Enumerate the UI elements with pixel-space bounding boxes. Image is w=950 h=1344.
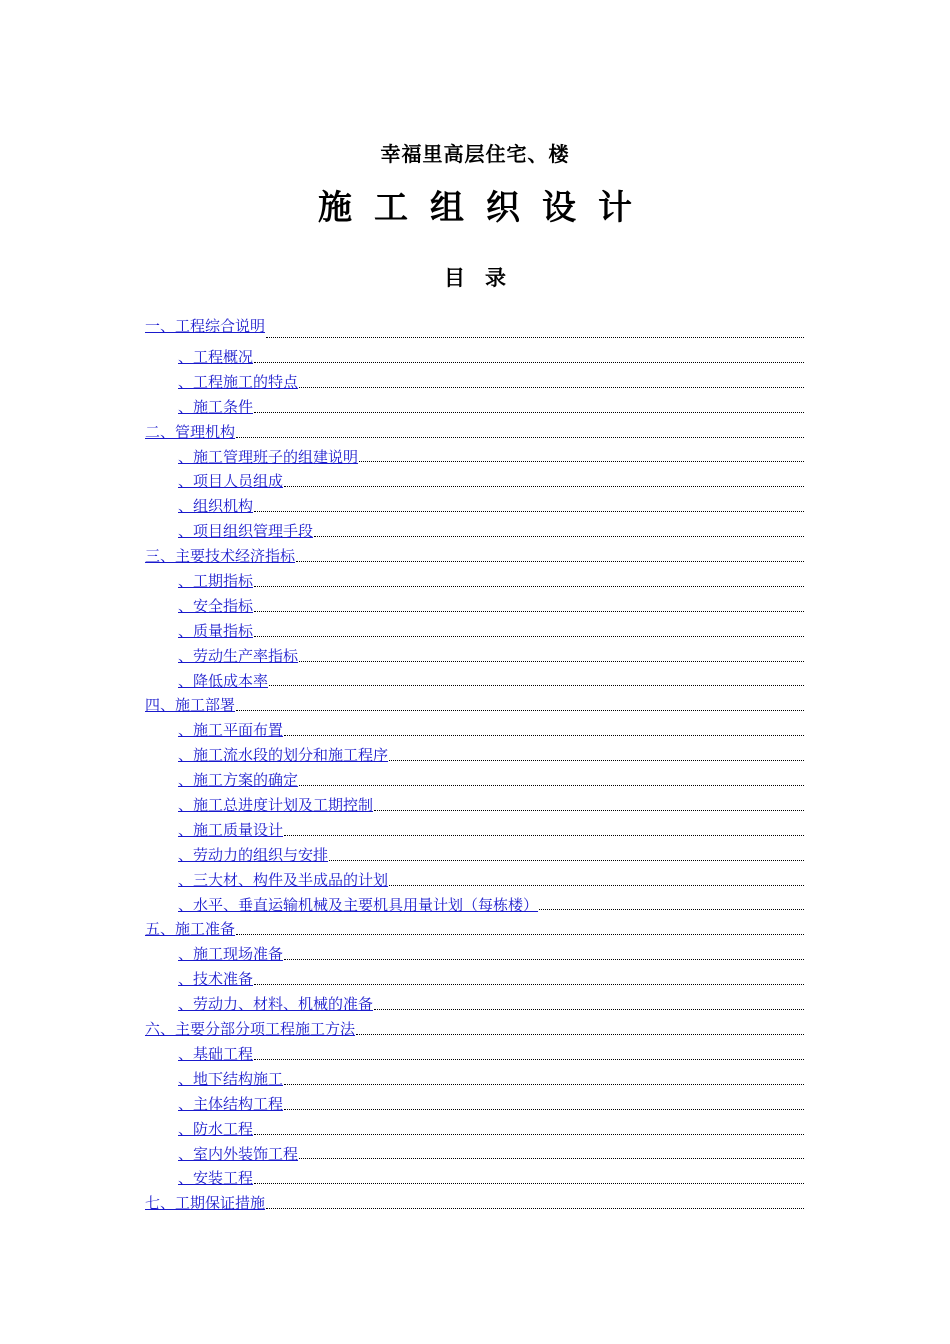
toc-subsection-entry[interactable]: [145, 1117, 804, 1142]
toc-dot-leader: [389, 884, 804, 886]
toc-entry-link[interactable]: 、施工质量设计: [178, 820, 284, 839]
toc-subsection-entry[interactable]: [145, 768, 804, 793]
document-subtitle: 幸福里高层住宅、楼: [380, 142, 570, 166]
toc-subsection-entry[interactable]: [145, 1042, 804, 1067]
toc-entry-link[interactable]: 、施工方案的确定: [178, 771, 299, 790]
toc-dot-leader: [236, 436, 804, 438]
toc-dot-leader: [254, 411, 804, 413]
toc-entry-link[interactable]: 五、施工准备: [145, 920, 236, 939]
toc-dot-leader: [254, 1182, 804, 1184]
toc-subsection-entry[interactable]: [145, 1166, 804, 1191]
toc-dot-leader: [236, 709, 804, 711]
toc-subsection-entry[interactable]: [145, 494, 804, 519]
toc-entry-link[interactable]: 、工期指标: [178, 572, 254, 591]
toc-dot-leader: [374, 809, 804, 811]
toc-entry-link[interactable]: 、水平、垂直运输机械及主要机具用量计划（每栋楼）: [178, 895, 539, 914]
table-of-contents: [145, 313, 804, 1216]
toc-dot-leader: [299, 660, 804, 662]
toc-subsection-entry[interactable]: [145, 1092, 804, 1117]
toc-entry-link[interactable]: 、施工管理班子的组建说明: [178, 447, 359, 466]
toc-subsection-entry[interactable]: [145, 893, 804, 918]
toc-dot-leader: [236, 933, 804, 935]
toc-entry-link[interactable]: 、工程概况: [178, 348, 254, 366]
toc-section-entry[interactable]: [145, 420, 804, 445]
toc-entry-link[interactable]: 、项目人员组成: [178, 472, 284, 491]
toc-dot-leader: [254, 1058, 804, 1060]
toc-entry-link[interactable]: 、施工现场准备: [178, 945, 284, 964]
toc-entry-link[interactable]: 、组织机构: [178, 497, 254, 516]
toc-subsection-entry[interactable]: [145, 669, 804, 694]
toc-dot-leader: [254, 510, 804, 512]
toc-section-entry[interactable]: [145, 313, 804, 345]
toc-entry-link[interactable]: 一、工程综合说明: [145, 317, 266, 335]
toc-dot-leader: [314, 535, 804, 537]
toc-subsection-entry[interactable]: [145, 793, 804, 818]
toc-dot-leader: [254, 635, 804, 637]
toc-entry-link[interactable]: 、防水工程: [178, 1119, 254, 1138]
toc-heading: 目录: [444, 265, 526, 290]
toc-entry-link[interactable]: 六、主要分部分项工程施工方法: [145, 1020, 356, 1039]
toc-dot-leader: [299, 386, 804, 388]
toc-entry-link[interactable]: 、施工流水段的划分和施工程序: [178, 746, 389, 765]
toc-entry-link[interactable]: 、主体结构工程: [178, 1094, 284, 1113]
document-title: 施工组织设计: [318, 188, 654, 228]
toc-dot-leader: [254, 610, 804, 612]
toc-entry-link[interactable]: 、项目组织管理手段: [178, 522, 314, 541]
toc-entry-link[interactable]: 、安全指标: [178, 596, 254, 615]
toc-section-entry[interactable]: [145, 1191, 804, 1216]
toc-subsection-entry[interactable]: [145, 718, 804, 743]
toc-entry-link[interactable]: 、安装工程: [178, 1169, 254, 1188]
toc-entry-link[interactable]: 、施工总进度计划及工期控制: [178, 796, 374, 815]
toc-dot-leader: [374, 1008, 804, 1010]
toc-subsection-entry[interactable]: [145, 519, 804, 544]
toc-dot-leader: [284, 834, 804, 836]
toc-entry-link[interactable]: 三、主要技术经济指标: [145, 547, 296, 566]
toc-entry-link[interactable]: 、施工条件: [178, 397, 254, 416]
toc-entry-link[interactable]: 、施工平面布置: [178, 721, 284, 740]
toc-subsection-entry[interactable]: [145, 370, 804, 395]
toc-section-entry[interactable]: [145, 1017, 804, 1042]
toc-section-entry[interactable]: [145, 693, 804, 718]
toc-dot-leader: [389, 759, 804, 761]
toc-entry-link[interactable]: 、工程施工的特点: [178, 372, 299, 391]
toc-subsection-entry[interactable]: [145, 942, 804, 967]
toc-subsection-entry[interactable]: [145, 818, 804, 843]
toc-entry-link[interactable]: 、地下结构施工: [178, 1069, 284, 1088]
toc-dot-leader: [539, 908, 804, 910]
toc-entry-link[interactable]: 、三大材、构件及半成品的计划: [178, 870, 389, 889]
toc-dot-leader: [359, 460, 804, 462]
toc-subsection-entry[interactable]: [145, 445, 804, 470]
toc-dot-leader: [254, 983, 804, 985]
toc-dot-leader: [266, 1207, 804, 1209]
toc-section-entry[interactable]: [145, 544, 804, 569]
toc-entry-link[interactable]: 、室内外装饰工程: [178, 1144, 299, 1163]
toc-entry-link[interactable]: 、劳动力、材料、机械的准备: [178, 995, 374, 1014]
toc-dot-leader: [299, 1157, 804, 1159]
toc-dot-leader: [299, 784, 804, 786]
toc-dot-leader: [284, 734, 804, 736]
toc-dot-leader: [296, 560, 804, 562]
toc-subsection-entry[interactable]: [145, 743, 804, 768]
toc-entry-link[interactable]: 、劳动生产率指标: [178, 646, 299, 665]
toc-subsection-entry[interactable]: [145, 843, 804, 868]
toc-dot-leader: [254, 1133, 804, 1135]
toc-entry-link[interactable]: 、基础工程: [178, 1044, 254, 1063]
toc-dot-leader: [284, 1083, 804, 1085]
toc-entry-link[interactable]: 二、管理机构: [145, 422, 236, 441]
toc-dot-leader: [266, 336, 804, 338]
toc-entry-link[interactable]: 、降低成本率: [178, 671, 269, 690]
toc-dot-leader: [284, 485, 804, 487]
toc-subsection-entry[interactable]: [145, 594, 804, 619]
toc-dot-leader: [269, 684, 804, 686]
toc-entry-link[interactable]: 、劳动力的组织与安排: [178, 845, 329, 864]
toc-subsection-entry[interactable]: [145, 569, 804, 594]
toc-subsection-entry[interactable]: [145, 967, 804, 992]
toc-dot-leader: [356, 1033, 804, 1035]
toc-subsection-entry[interactable]: [145, 619, 804, 644]
toc-entry-link[interactable]: 四、施工部署: [145, 696, 236, 715]
toc-section-entry[interactable]: [145, 917, 804, 942]
toc-entry-link[interactable]: 、技术准备: [178, 970, 254, 989]
toc-entry-link[interactable]: 七、工期保证措施: [145, 1194, 266, 1213]
toc-subsection-entry[interactable]: [145, 1067, 804, 1092]
toc-subsection-entry[interactable]: [145, 345, 804, 370]
toc-dot-leader: [284, 958, 804, 960]
toc-dot-leader: [254, 361, 804, 363]
toc-entry-link[interactable]: 、质量指标: [178, 621, 254, 640]
toc-dot-leader: [284, 1108, 804, 1110]
toc-subsection-entry[interactable]: [145, 868, 804, 893]
toc-subsection-entry[interactable]: [145, 992, 804, 1017]
toc-subsection-entry[interactable]: [145, 644, 804, 669]
toc-dot-leader: [329, 859, 804, 861]
toc-subsection-entry[interactable]: [145, 469, 804, 494]
toc-subsection-entry[interactable]: [145, 395, 804, 420]
toc-dot-leader: [254, 585, 804, 587]
toc-subsection-entry[interactable]: [145, 1142, 804, 1167]
